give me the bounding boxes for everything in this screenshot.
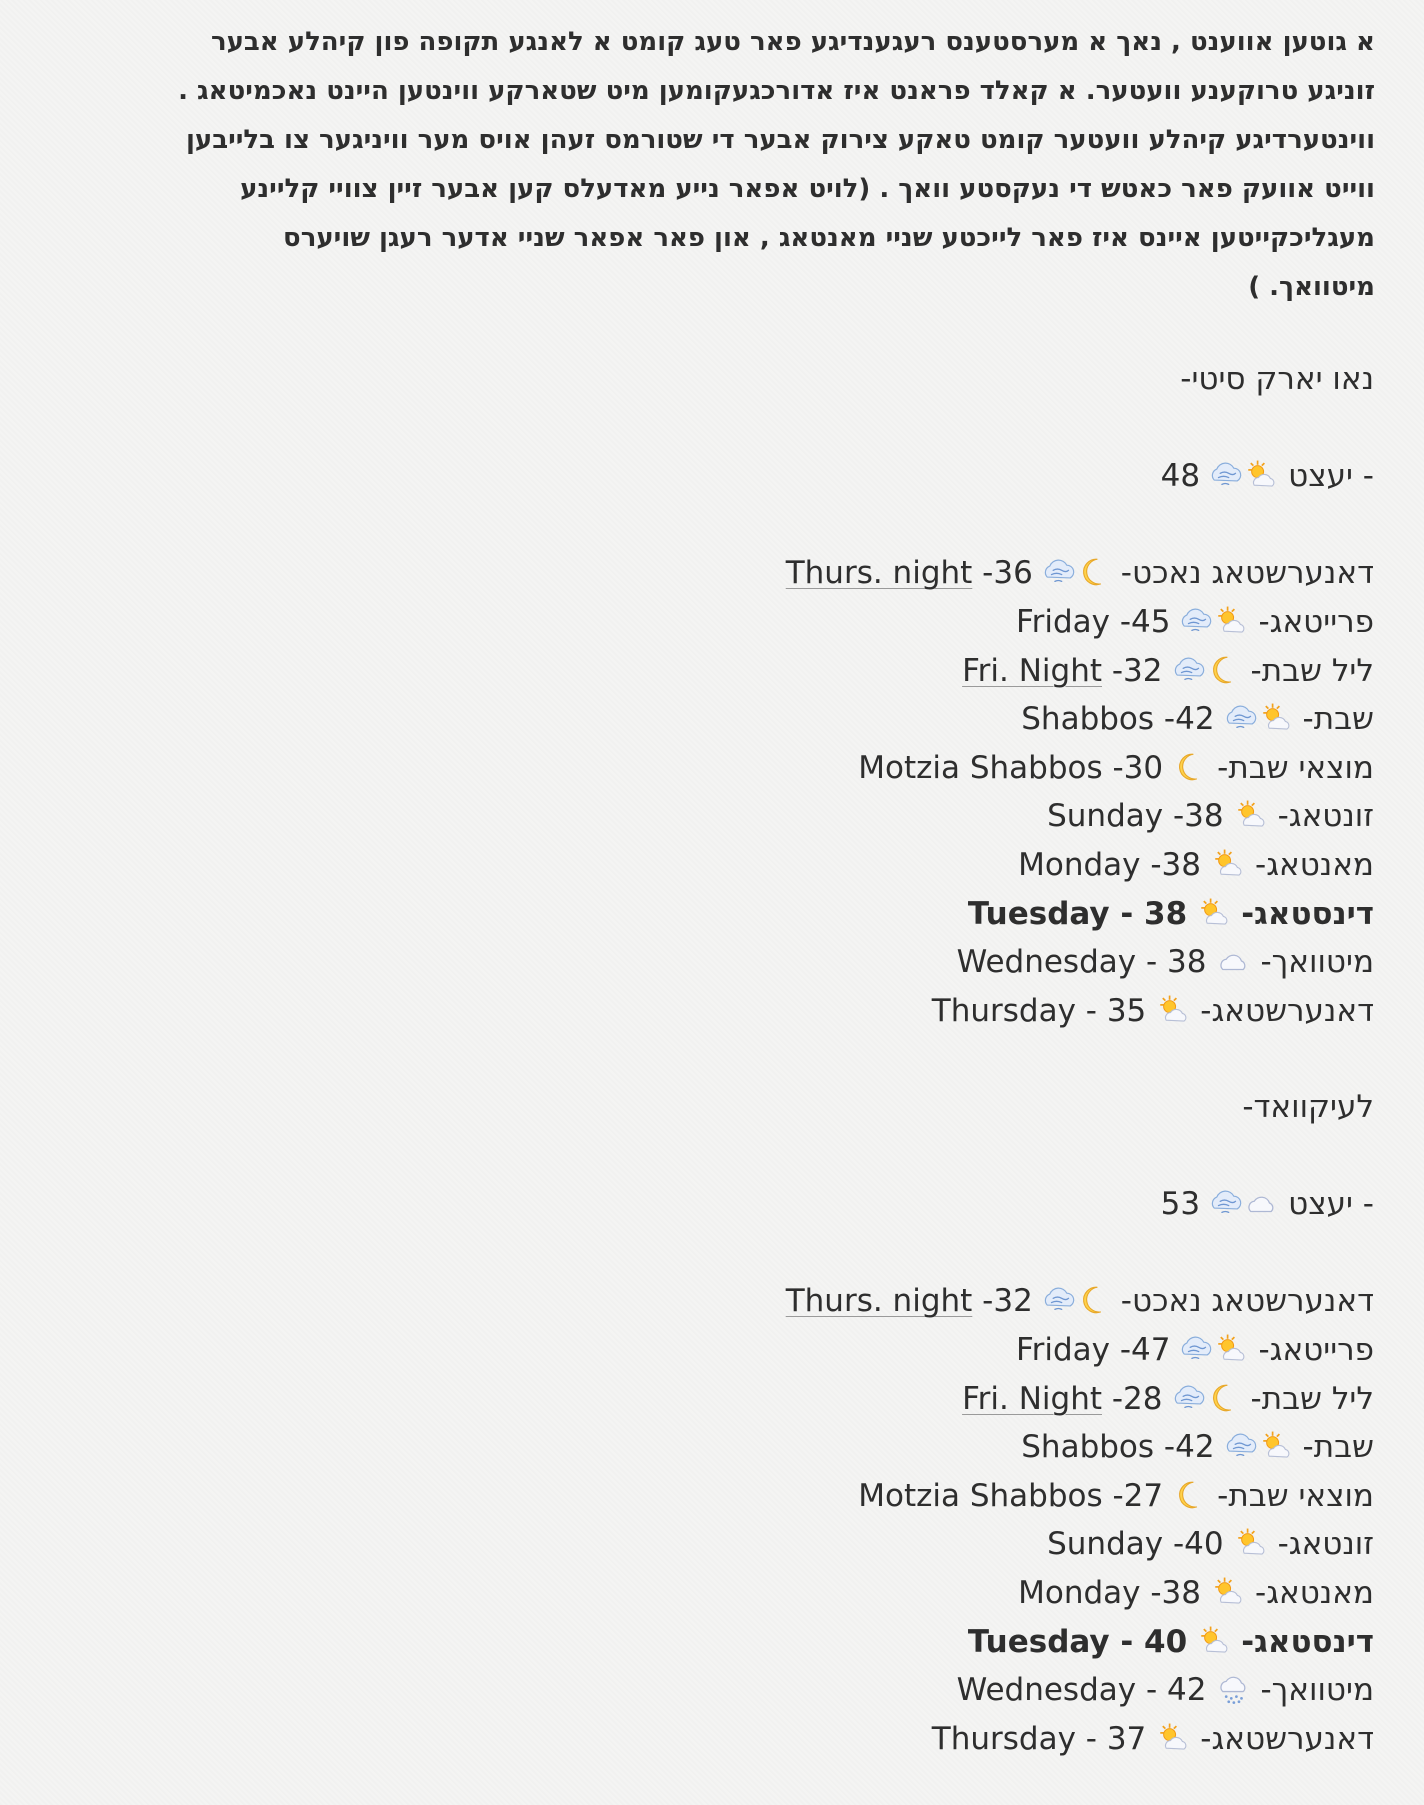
wind-icon	[1225, 701, 1259, 735]
forecast-temp: -47	[1119, 1331, 1171, 1368]
forecast-temp: -42	[1163, 701, 1215, 738]
forecast-row	[560, 1666, 1374, 1715]
day-name-english: Monday	[1018, 1574, 1141, 1611]
sun-cloud-icon	[1244, 458, 1278, 492]
forecast-row	[560, 598, 1374, 647]
sun-cloud-icon	[1214, 1332, 1248, 1366]
day-name-yiddish: זונטאג-	[1277, 1526, 1374, 1563]
sun-cloud-icon	[1197, 896, 1231, 930]
current-label: יעצט -	[1288, 1186, 1374, 1223]
day-name-english: Sunday	[1047, 798, 1164, 835]
forecast-temp: -38	[1172, 798, 1224, 835]
forecast-temp: - 37	[1085, 1720, 1147, 1757]
city-name: נאו יארק סיטי-	[1180, 361, 1374, 397]
forecast-temp: - 38	[1145, 944, 1207, 981]
current-temp: 48	[1160, 458, 1201, 495]
day-name-yiddish: דאנערשטאג נאכט-	[1120, 1283, 1374, 1320]
day-name-yiddish: זונטאג-	[1277, 798, 1374, 835]
wind-icon	[1225, 1429, 1259, 1463]
forecast-row	[560, 1326, 1374, 1375]
forecast-temp: -30	[1112, 749, 1164, 786]
moon-icon	[1173, 1478, 1207, 1512]
day-name-english: Shabbos	[1021, 701, 1155, 738]
day-name-english: Fri. Night	[962, 1380, 1103, 1417]
sun-cloud-icon	[1211, 847, 1245, 881]
intro-line: זוניגע טרוקענע וועטער. א קאלד פראנט איז אדורכגעקומען מיט שטארקע ווינטען היינט נאכמיטאג .	[178, 76, 1375, 106]
moon-icon	[1173, 750, 1207, 784]
forecast-temp: -38	[1150, 1574, 1202, 1611]
intro-line: א גוטען אווענט , נאך א מערסטענס רעגענדיגע פאר טעג קומט א לאנגע תקופה פון קיהלע אבער	[210, 27, 1375, 57]
moon-icon	[1207, 653, 1241, 687]
day-name-english: Monday	[1018, 846, 1141, 883]
day-name-english: Thurs. night	[785, 555, 973, 592]
forecast-row	[560, 1472, 1374, 1521]
wind-icon	[1043, 1283, 1077, 1317]
sun-cloud-icon	[1197, 1624, 1231, 1658]
forecast-row	[560, 1277, 1374, 1326]
forecast-row	[560, 792, 1374, 841]
city-heading	[560, 1083, 1374, 1132]
forecast-section-lakewood	[560, 1083, 1374, 1763]
sun-cloud-icon	[1211, 1575, 1245, 1609]
moon-icon	[1207, 1381, 1241, 1415]
day-name-english: Shabbos	[1021, 1429, 1155, 1466]
forecast-temp: -38	[1150, 846, 1202, 883]
forecast-temp: -40	[1172, 1526, 1224, 1563]
day-name-yiddish: מיטוואך-	[1260, 1672, 1374, 1709]
day-name-yiddish: מוצאי שבת-	[1217, 1477, 1374, 1514]
day-name-english: Motzia Shabbos	[858, 749, 1103, 786]
forecast-row	[560, 744, 1374, 793]
forecast-row	[560, 890, 1374, 939]
forecast-row	[560, 549, 1374, 598]
day-name-yiddish: מוצאי שבת-	[1217, 749, 1374, 786]
day-name-yiddish: שבת-	[1302, 1429, 1374, 1466]
day-name-yiddish: דאנערשטאג נאכט-	[1120, 555, 1374, 592]
forecast-temp: - 35	[1085, 992, 1147, 1029]
forecast-row	[560, 938, 1374, 987]
cloud-icon	[1216, 944, 1250, 978]
day-name-english: Thurs. night	[785, 1283, 973, 1320]
wind-icon	[1210, 458, 1244, 492]
wind-icon	[1180, 1332, 1214, 1366]
sun-cloud-icon	[1234, 1526, 1268, 1560]
forecast-row	[560, 1715, 1374, 1764]
forecast-row	[560, 841, 1374, 890]
day-name-english: Thursday	[931, 992, 1076, 1029]
intro-line: ווייט אוועק פאר כאטש די נעקסטע וואך . (לויט אפאר נייע מאדעלס קען אבער זיין צוויי קליינע	[240, 174, 1375, 204]
intro-paragraph	[55, 18, 1375, 312]
sun-cloud-icon	[1156, 1721, 1190, 1755]
day-name-english: Friday	[1016, 603, 1110, 640]
forecast-row	[560, 1423, 1374, 1472]
current-conditions	[560, 452, 1374, 501]
day-name-english: Sunday	[1047, 1526, 1164, 1563]
day-name-yiddish: מאנטאג-	[1255, 846, 1374, 883]
forecast-temp: - 38	[1120, 895, 1188, 932]
day-name-english: Wednesday	[956, 944, 1137, 981]
wind-icon	[1210, 1186, 1244, 1220]
day-name-yiddish: מיטוואך-	[1260, 944, 1374, 981]
day-name-yiddish: פרייטאג-	[1258, 1331, 1374, 1368]
city-name: לעיקוואד-	[1242, 1089, 1374, 1125]
forecast-row	[560, 987, 1374, 1036]
intro-line: מעגליכקייטען איינס איז פאר לייכטע שניי מאנטאג , און פאר אפאר שניי אדער רעגן שויערס	[283, 223, 1375, 253]
moon-icon	[1077, 1283, 1111, 1317]
forecast-row	[560, 1569, 1374, 1618]
forecast-temp: -42	[1163, 1429, 1215, 1466]
wind-icon	[1043, 555, 1077, 589]
snow-cloud-icon	[1216, 1672, 1250, 1706]
day-name-english: Fri. Night	[962, 652, 1103, 689]
forecast-row	[560, 1375, 1374, 1424]
day-name-english: Tuesday	[967, 1623, 1110, 1660]
forecast-temp: -27	[1112, 1477, 1164, 1514]
forecast-temp: -32	[982, 1283, 1033, 1320]
current-temp: 53	[1160, 1186, 1201, 1223]
day-name-yiddish: דאנערשטאג-	[1200, 1720, 1374, 1757]
intro-line: ווינטערדיגע קיהלע וועטער קומט טאקע צירוק אבער די שטורמס זעהן אויס מער וויניגער צו בלייבען	[186, 125, 1375, 155]
forecast-row	[560, 695, 1374, 744]
day-name-english: Motzia Shabbos	[858, 1477, 1103, 1514]
forecast-temp: -32	[1111, 652, 1163, 689]
wind-icon	[1173, 653, 1207, 687]
day-name-english: Friday	[1016, 1331, 1110, 1368]
day-name-yiddish: דינסטאג-	[1241, 895, 1374, 932]
day-name-english: Wednesday	[956, 1672, 1137, 1709]
forecast-temp: -36	[982, 555, 1033, 592]
day-name-yiddish: ליל שבת-	[1250, 652, 1374, 689]
cloud-icon	[1244, 1186, 1278, 1220]
forecast-row	[560, 1618, 1374, 1667]
day-name-english: Tuesday	[967, 895, 1110, 932]
forecast-temp: - 40	[1120, 1623, 1188, 1660]
forecast-temp: - 42	[1145, 1672, 1207, 1709]
sun-cloud-icon	[1234, 798, 1268, 832]
current-label: יעצט -	[1288, 458, 1374, 495]
intro-line: מיטוואך. )	[1248, 272, 1375, 302]
forecast-section-nyc	[560, 355, 1374, 1035]
sun-cloud-icon	[1214, 604, 1248, 638]
city-heading	[560, 355, 1374, 404]
current-conditions	[560, 1180, 1374, 1229]
day-name-yiddish: דינסטאג-	[1241, 1623, 1374, 1660]
day-name-yiddish: פרייטאג-	[1258, 603, 1374, 640]
sun-cloud-icon	[1156, 993, 1190, 1027]
forecast-row	[560, 1520, 1374, 1569]
forecast-temp: -45	[1119, 603, 1171, 640]
sun-cloud-icon	[1259, 701, 1293, 735]
day-name-yiddish: מאנטאג-	[1255, 1574, 1374, 1611]
wind-icon	[1180, 604, 1214, 638]
sun-cloud-icon	[1259, 1429, 1293, 1463]
forecast-temp: -28	[1111, 1380, 1163, 1417]
day-name-yiddish: שבת-	[1302, 701, 1374, 738]
wind-icon	[1173, 1381, 1207, 1415]
moon-icon	[1077, 555, 1111, 589]
day-name-yiddish: דאנערשטאג-	[1200, 992, 1374, 1029]
day-name-yiddish: ליל שבת-	[1250, 1380, 1374, 1417]
forecast-row	[560, 647, 1374, 696]
day-name-english: Thursday	[931, 1720, 1076, 1757]
